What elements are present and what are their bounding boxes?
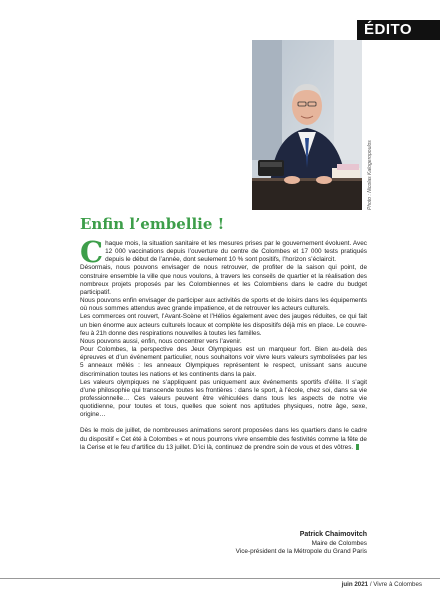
article-paragraph: [80, 427, 367, 451]
page-footer: [342, 581, 422, 588]
signature-block: [236, 531, 367, 557]
photo-credit: Photo : Nicolas Kalogeropoulos: [367, 140, 373, 210]
article-paragraph: Désormais, nous pouvons envisager de nous retrouver, de profiter de la saison qui point, de construire ensemble la ville que nous voulons, à travers les conseils de quartier et la réalisation des nombreux projets proposés par les Colombiennes et les Colombiens dans le cadre du budget participatif.: [80, 264, 367, 296]
signature-name: Patrick Chaimovitch: [299, 531, 367, 538]
article-paragraph: Les commerces ont rouvert, l’Avant-Scène et l’Hélios également avec des jauges réduites, ce qui fait un bien énorme aux acteurs culturels locaux et complète les dispositifs déjà mis en place. Le couvre-feu à 21h donne des respirations nouvelles à toutes les familles.: [80, 313, 367, 337]
article-paragraph: Pour Colombes, la perspective des Jeux Olympiques est un marqueur fort. Bien au-delà des épreuves et d’un événement particulier, nous souhaitons voir vivre leurs valeurs symbolisées par les 5 anneaux mêlés : les anneaux Olympiques représentent le respect, unissant sans aucune discrimination toutes les nations et les continents dans la paix.: [80, 346, 367, 378]
drop-cap: C: [80, 235, 104, 269]
mayor-photo: [252, 40, 362, 210]
article-text: Dès le mois de juillet, de nombreuses animations seront proposées dans les quartiers dans le cadre du dispositif « Cet été à Colombes » et nous pourrons vivre ensemble des festivités comme la fête de la Cerise et le feu d’artifice du 13 juillet. D’ici là, continuez de prendre soin de vous et des vôtres.: [80, 427, 367, 451]
section-badge: ÉDITO: [357, 20, 440, 40]
footer-publication: / Vivre à Colombes: [369, 581, 422, 588]
article-text: haque mois, la situation sanitaire et les mesures prises par le gouvernement évoluent. Avec 12 000 vaccinations depuis l’ouverture du centre de Colombes et 17 000 tests pratiqués depuis le début de l’année, dont seulement 10 % sont positifs, l’horizon s’éclaircit.: [105, 240, 367, 264]
end-of-article-mark: [356, 444, 359, 450]
signature-title: Maire de Colombes: [311, 539, 367, 547]
article-paragraph: [80, 235, 367, 269]
article-paragraph: Les valeurs olympiques ne s’appliquent pas uniquement aux événements sportifs d’élite. Il s’agit d’une philosophie qui transcende toutes les frontières : dans le sport, à l’école, chez soi, dans sa vie professionnelle… Ces valeurs peuvent être véhiculées dans tous les aspects de notre vie quotidienne, pour toutes et tous, quelles que soient nos aptitudes physiques, notre âge, sexe, origine…: [80, 378, 367, 419]
article-paragraph: Nous pouvons aussi, enfin, nous concentrer vers l’avenir.: [80, 337, 242, 345]
article-headline: Enfin l’embellie !: [80, 215, 225, 233]
footer-date: juin 2021: [341, 581, 369, 588]
article-body: [80, 235, 367, 452]
article-paragraph: Nous pouvons enfin envisager de participer aux activités de sports et de loisirs dans les équipements où nous sommes attendus avec grande impatience, et de retrouver les acteurs culturels.: [80, 297, 367, 313]
mayor-portrait-image: [252, 40, 362, 210]
signature-title: Vice-président de la Métropole du Grand Paris: [235, 548, 367, 555]
footer-divider: [0, 578, 440, 579]
